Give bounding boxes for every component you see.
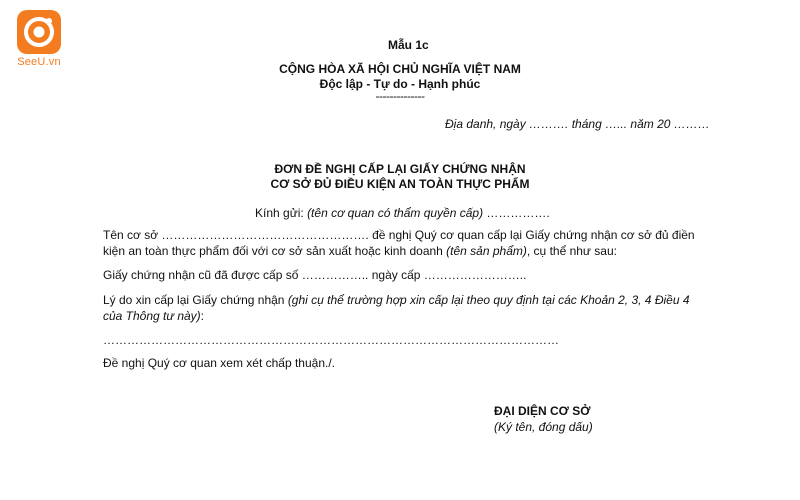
reason-hint-cont: của Thông tư này) [103,309,201,323]
request-line: Đề nghị Quý cơ quan xem xét chấp thuận./. [103,356,336,370]
facility-text: kiện an toàn thực phẩm đối với cơ sở sản xuất hoặc kinh doanh [103,244,447,258]
facility-text-end: , cụ thể như sau: [526,244,617,258]
reason-hint-end: : [200,309,205,323]
signature-title: ĐẠI DIỆN CƠ SỞ [494,404,591,418]
facility-line2 [103,244,617,258]
signature-note: (Ký tên, đóng dấu) [494,420,593,434]
reason-line1 [103,293,690,307]
document-title-line1: ĐƠN ĐỀ NGHỊ CẤP LẠI GIẤY CHỨNG NHẬN [274,162,526,176]
national-title: CỘNG HÒA XÃ HỘI CHỦ NGHĨA VIỆT NAM [279,62,521,76]
recipient-hint: (tên cơ quan có thẩm quyền cấp) [307,206,484,220]
logo-text: SeeU.vn [17,56,61,68]
motto: Độc lập - Tự do - Hạnh phúc [319,77,481,91]
reason-dotted-line: …………………………………………………………………………………………………… [103,333,559,347]
product-name-hint: (tên sản phẩm) [446,244,527,258]
place-date: Địa danh, ngày ………. tháng …... năm 20 ……… [445,117,710,131]
old-certificate-line: Giấy chứng nhận cũ đã được cấp số …………….. ngày cấp …………………….. [103,268,527,282]
recipient-blank: ……………. [483,206,550,220]
reason-label: Lý do xin cấp lại Giấy chứng nhận [103,293,288,307]
document-title-line2: CƠ SỞ ĐỦ ĐIỀU KIỆN AN TOÀN THỰC PHẨM [270,177,530,191]
reason-hint: (ghi cụ thể trường hợp xin cấp lại theo quy định tại các Khoản 2, 3, 4 Điều 4 [287,293,690,307]
recipient-label: Kính gửi: [255,206,308,220]
camera-logo-icon [17,10,61,54]
form-code: Mẫu 1c [388,38,429,52]
recipient-line [255,206,550,220]
separator: -------------- [375,89,425,103]
facility-line1: Tên cơ sở ……………………………………………. đề nghị Quý cơ quan cấp lại Giấy chứng nhận cơ sở đủ điền [103,228,695,242]
reason-line2 [103,309,204,323]
brand-logo [14,10,64,68]
